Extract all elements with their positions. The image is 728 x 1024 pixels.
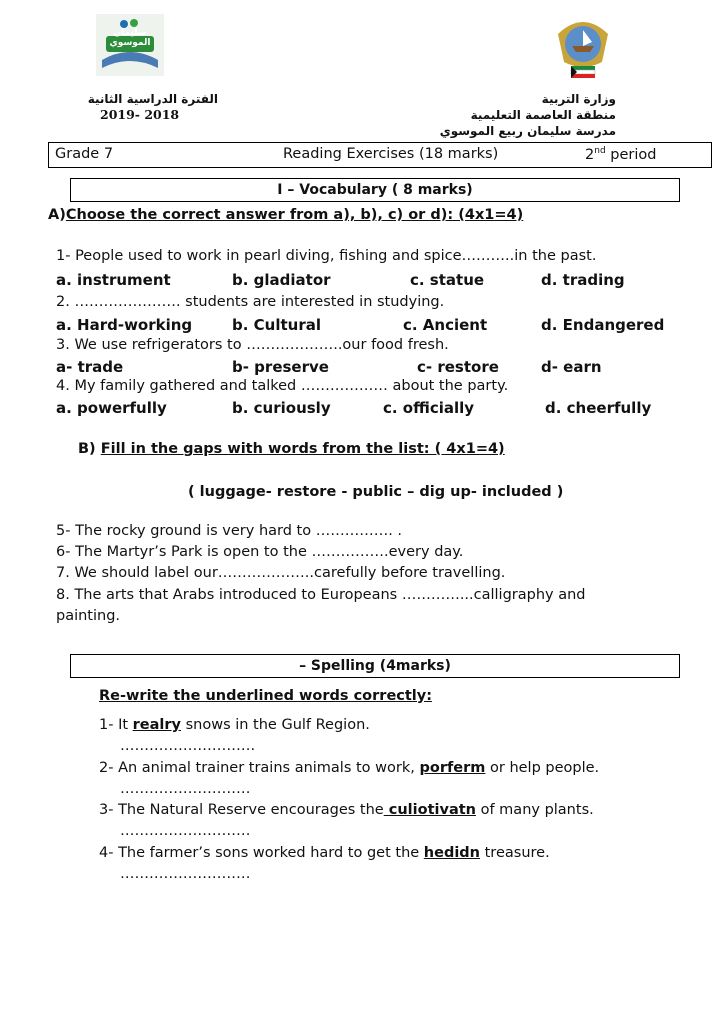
academic-year: 2019- 2018 [100,107,180,122]
title-bar [48,142,712,168]
exercise-title: Reading Exercises (18 marks) [283,146,499,162]
q4-option-d[interactable]: d. cheerfully [545,399,652,417]
word-list: ( luggage- restore - public – dig up- included ) [188,484,564,500]
q1-option-b[interactable]: b. gladiator [232,271,331,289]
misspelled-word: porferm [419,760,486,776]
misspelled-word: realry [132,717,181,733]
gap-question-8: 8. The arts that Arabs introduced to Europeans …………...calligraphy and [56,587,586,603]
q2-option-a[interactable]: a. Hard-working [56,316,193,334]
spelling-item-1: 1- It realry snows in the Gulf Region. [99,717,370,733]
gap-question-8-cont: painting. [56,608,121,624]
answer-blank-1[interactable]: ………………………. [120,738,256,754]
q1-option-a[interactable]: a. instrument [56,271,171,289]
spelling-item-4: 4- The farmer’s sons worked hard to get the hedidn treasure. [99,845,550,861]
vocabulary-heading: I – Vocabulary ( 8 marks) [70,178,680,202]
gap-question-5: 5- The rocky ground is very hard to ……………. . [56,523,403,539]
q2-option-b[interactable]: b. Cultural [232,316,321,334]
gap-question-6: 6- The Martyr’s Park is open to the …………….every day. [56,544,464,560]
ministry-label: وزارة التربية [541,92,616,106]
q3-option-d[interactable]: d- earn [541,358,602,376]
semester-label: الفترة الدراسية الثانية [87,92,218,106]
spelling-item-2: 2- An animal trainer trains animals to work, porferm or help people. [99,760,600,776]
q2-option-c[interactable]: c. Ancient [403,316,488,334]
misspelled-word: culiotivatn [383,802,476,818]
q1-option-c[interactable]: c. statue [410,271,485,289]
gap-question-7: 7. We should label our………………..carefully before travelling. [56,565,506,581]
grade-label: Grade 7 [55,146,114,162]
q2-option-d[interactable]: d. Endangered [541,316,665,334]
district-label: منطقة العاصمة التعليمية [470,108,616,122]
q1-option-d[interactable]: d. trading [541,271,625,289]
question-3: 3. We use refrigerators to ………………..our food fresh. [56,337,449,353]
q4-option-b[interactable]: b. curiously [232,399,331,417]
q3-option-c[interactable]: c- restore [417,358,499,376]
question-4: 4. My family gathered and talked ……………… about the party. [56,378,509,394]
spelling-item-3: 3- The Natural Reserve encourages the culiotivatn of many plants. [99,802,594,818]
q3-option-a[interactable]: a- trade [56,358,124,376]
spelling-instruction: Re-write the underlined words correctly: [99,688,433,704]
question-1: 1- People used to work in pearl diving, fishing and spice………..in the past. [56,248,597,264]
logo-text: سليمان الموسوي [109,28,151,48]
answer-blank-3[interactable]: ……………………… [120,823,251,839]
q4-option-c[interactable]: c. officially [383,399,475,417]
part-a-instruction: A)Choose the correct answer from a), b), c) or d): (4x1=4) [48,207,524,223]
part-b-instruction: B) Fill in the gaps with words from the list: ( 4x1=4) [78,441,505,457]
q3-option-b[interactable]: b- preserve [232,358,329,376]
answer-blank-4[interactable]: ……………………… [120,866,251,882]
answer-blank-2[interactable]: ……………………… [120,781,251,797]
misspelled-word: hedidn [423,845,481,861]
school-name: مدرسة سليمان ربيع الموسوي [439,124,616,138]
period-label: 2nd period [585,146,657,163]
spelling-heading: – Spelling (4marks) [70,654,680,678]
q4-option-a[interactable]: a. powerfully [56,399,167,417]
question-2: 2. …………………. students are interested in studying. [56,294,445,310]
kuwait-emblem-icon [552,14,614,86]
